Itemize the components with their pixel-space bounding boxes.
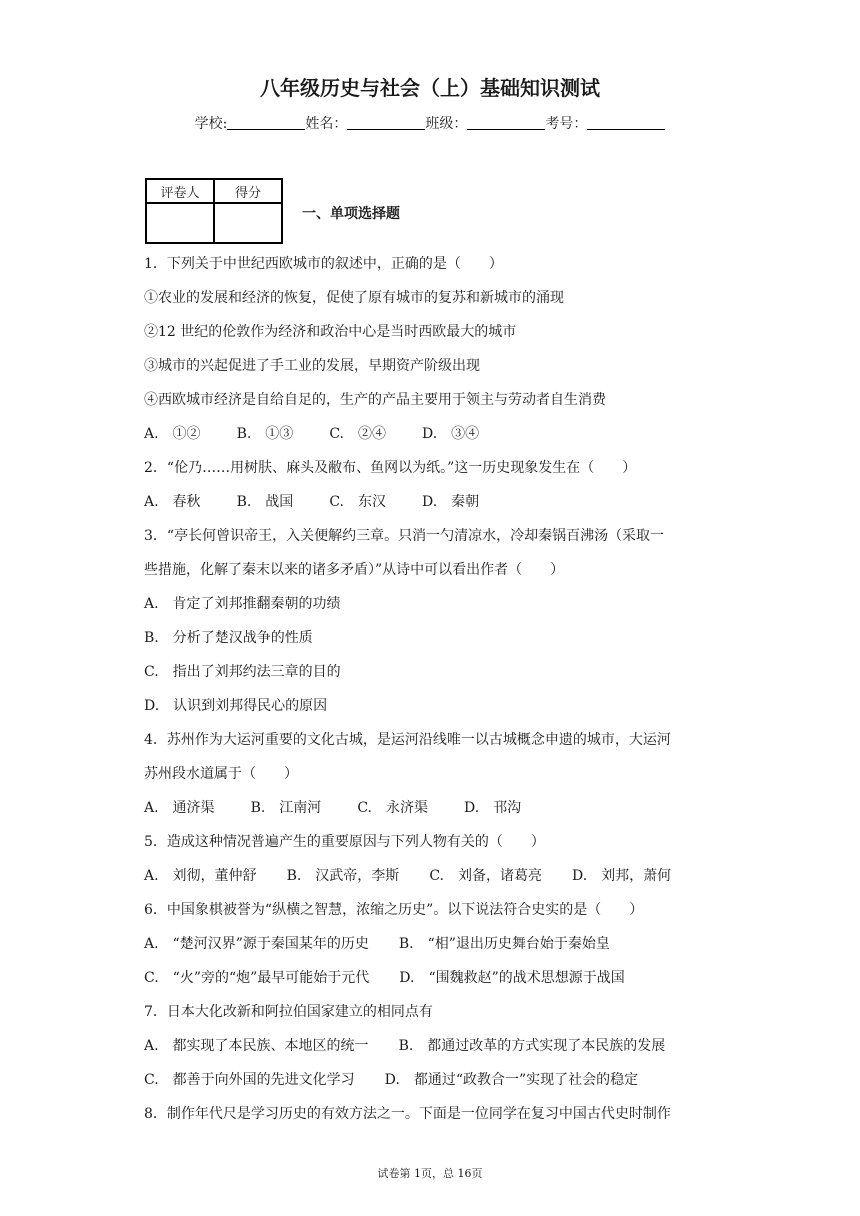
question-line: 4．苏州作为大运河重要的文化古城，是运河沿线唯一以古城概念申遗的城市，大运河 [144,732,671,748]
options-line [144,489,724,523]
answer-option: B. 都通过改革的方式实现了本民族的发展 [398,1038,666,1054]
question-line: B. 分析了楚汉战争的性质 [144,630,313,646]
answer-option: A. 都实现了本民族、本地区的统一 [144,1038,369,1054]
question-line: 些措施，化解了秦末以来的诸多矛盾）”从诗中可以看出作者（ ） [144,562,565,578]
question-line: ②12 世纪的伦敦作为经济和政治中心是当时西欧最大的城市 [144,324,517,340]
options-line [144,863,724,897]
name-label: 姓名： [305,116,348,132]
question-line: 1．下列关于中世纪西欧城市的叙述中，正确的是（ ） [144,256,503,272]
answer-option: C. 都善于向外国的先进文化学习 [144,1072,355,1088]
exam-title: 八年级历史与社会（上）基础知识测试 [260,76,600,100]
answer-option: C. 刘备，诸葛亮 [429,868,542,884]
class-label: 班级： [425,116,468,132]
score-cell [214,203,282,243]
options-line [144,421,724,455]
answer-option: B. 汉武帝，李斯 [286,868,400,884]
answer-option: A. 春秋 [144,494,201,510]
question-line: 苏州段水道属于（ ） [144,766,298,782]
options-line [144,931,724,965]
grader-header: 评卷人 [146,179,214,203]
question-line: ①农业的发展和经济的恢复，促使了原有城市的复苏和新城市的涌现 [144,290,564,306]
exam-number-label: 考号： [545,116,588,132]
answer-option: D. 邗沟 [463,800,522,816]
answer-option: D. 刘邦，萧何 [571,868,672,884]
school-label: 学校: [194,116,228,132]
answer-option: A. 刘彻，董仲舒 [144,868,257,884]
question-line: D. 认识到刘邦得民心的原因 [144,698,328,714]
options-line [144,795,724,829]
answer-option: C. 永济渠 [357,800,428,816]
answer-option: A. ①② [144,426,201,442]
options-line [144,1033,724,1067]
class-blank[interactable] [467,115,545,130]
answer-option: D. 都通过“政教合一”实现了社会的稳定 [384,1072,639,1088]
grader-cell [146,203,214,243]
answer-option: C. “火”旁的“炮”最早可能始于元代 [144,970,370,986]
name-blank[interactable] [347,115,425,130]
options-line [144,1067,724,1101]
answer-option: D. “围魏救赵”的战术思想源于战国 [399,970,625,986]
question-body [144,251,724,1135]
answer-option: A. 通济渠 [144,800,215,816]
score-table [145,178,283,244]
answer-option: C. 东汉 [329,494,386,510]
question-line: ④西欧城市经济是自给自足的，生产的产品主要用于领主与劳动者自生消费 [144,392,606,408]
page-footer: 试卷第 1页，总 16页 [377,1167,483,1180]
score-header: 得分 [214,179,282,203]
answer-option: B. 战国 [236,494,294,510]
question-line: 7．日本大化改新和阿拉伯国家建立的相同点有 [144,1004,433,1020]
answer-option: B. 江南河 [250,800,322,816]
question-line: 5．造成这种情况普遍产生的重要原因与下列人物有关的（ ） [144,834,545,850]
exam-number-blank[interactable] [587,115,665,130]
section-title: 一、单项选择题 [302,206,400,222]
question-line: 8．制作年代尺是学习历史的有效方法之一。下面是一位同学在复习中国古代史时制作 [144,1106,671,1122]
options-line [144,965,724,999]
question-line: 2．“伦乃……用树肤、麻头及敝布、鱼网以为纸。”这一历史现象发生在（ ） [144,460,637,476]
school-blank[interactable] [227,115,305,130]
answer-option: B. ①③ [236,426,294,442]
question-line: C. 指出了刘邦约法三章的目的 [144,664,341,680]
answer-option: D. ③④ [421,426,480,442]
question-line: 3．“亭长何曾识帝王，入关便解约三章。只消一勺清凉水，冷却秦锅百沸汤（采取一 [144,528,665,544]
answer-option: C. ②④ [329,426,386,442]
question-line: ③城市的兴起促进了手工业的发展，早期资产阶级出现 [144,358,480,374]
question-line: 6．中国象棋被誉为“纵横之智慧，浓缩之历史”。以下说法符合史实的是（ ） [144,902,644,918]
answer-option: B. “相”退出历史舞台始于秦始皇 [398,936,610,952]
student-info-line [0,113,860,133]
answer-option: A. “楚河汉界”源于秦国某年的历史 [144,936,369,952]
answer-option: D. 秦朝 [421,494,480,510]
question-line: A. 肯定了刘邦推翻秦朝的功绩 [144,596,341,612]
